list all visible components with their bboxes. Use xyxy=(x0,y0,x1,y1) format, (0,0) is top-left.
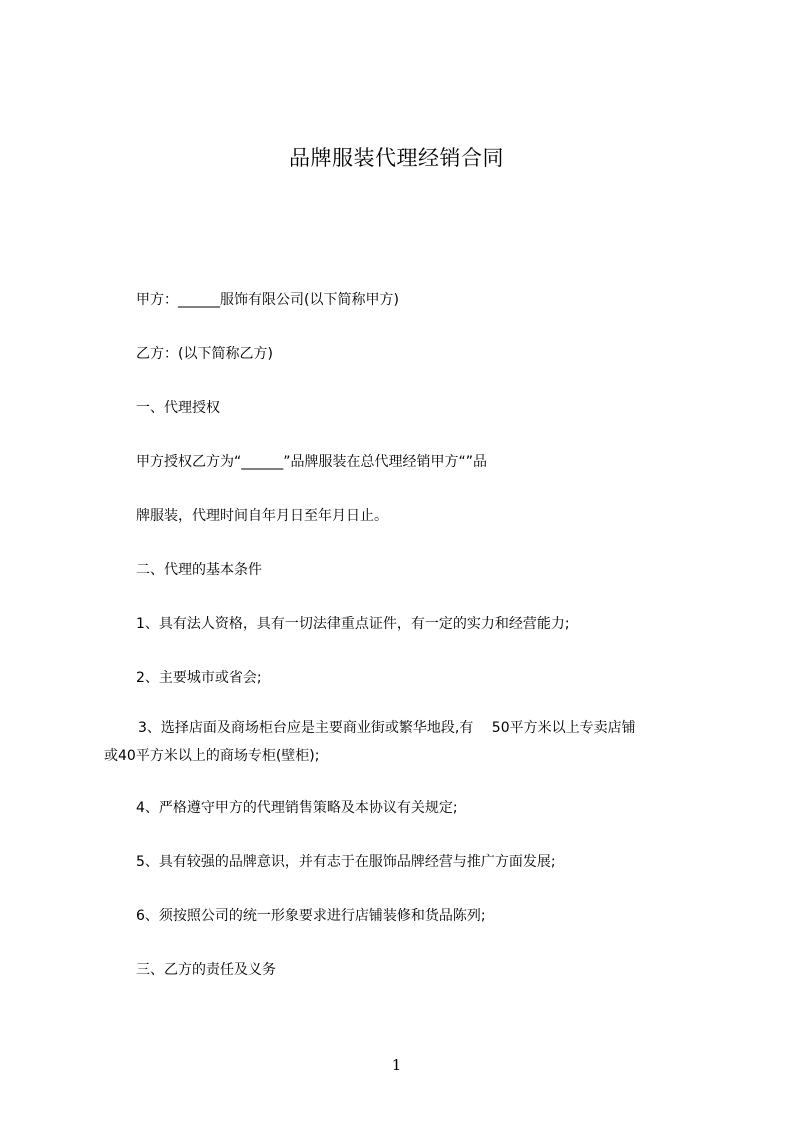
section-heading-authorization: 一、代理授权 xyxy=(136,400,220,416)
condition-item-1: 1、具有法人资格，具有一切法律重点证件，有一定的实力和经营能力; xyxy=(136,616,570,632)
party-a-line: 甲方：______服饰有限公司(以下简称甲方) xyxy=(136,292,399,308)
section-heading-obligations: 三、乙方的责任及义务 xyxy=(136,962,276,978)
condition-item-4: 4、严格遵守甲方的代理销售策略及本协议有关规定; xyxy=(136,800,458,816)
condition-item-3-line-2: 或40平方米以上的商场专柜(壁柜); xyxy=(104,748,320,764)
condition-item-6: 6、须按照公司的统一形象要求进行店铺装修和货品陈列; xyxy=(136,908,486,924)
party-b-line: 乙方：(以下简称乙方) xyxy=(136,346,273,362)
condition-item-2: 2、主要城市或省会; xyxy=(136,670,262,686)
document-title: 品牌服装代理经销合同 xyxy=(289,146,504,170)
authorization-text-1: 甲方授权乙方为“______”品牌服装在总代理经销甲方“”品 xyxy=(136,454,488,470)
authorization-text-2: 牌服装，代理时间自年月日至年月日止。 xyxy=(136,508,388,524)
condition-item-5: 5、具有较强的品牌意识，并有志于在服饰品牌经营与推广方面发展; xyxy=(136,854,556,870)
section-heading-conditions: 二、代理的基本条件 xyxy=(136,562,262,578)
condition-item-3-line-1: 3、选择店面及商场柜台应是主要商业街或繁华地段,有 50平方米以上专卖店铺 xyxy=(138,720,636,736)
page-number: 1 xyxy=(391,1056,402,1074)
